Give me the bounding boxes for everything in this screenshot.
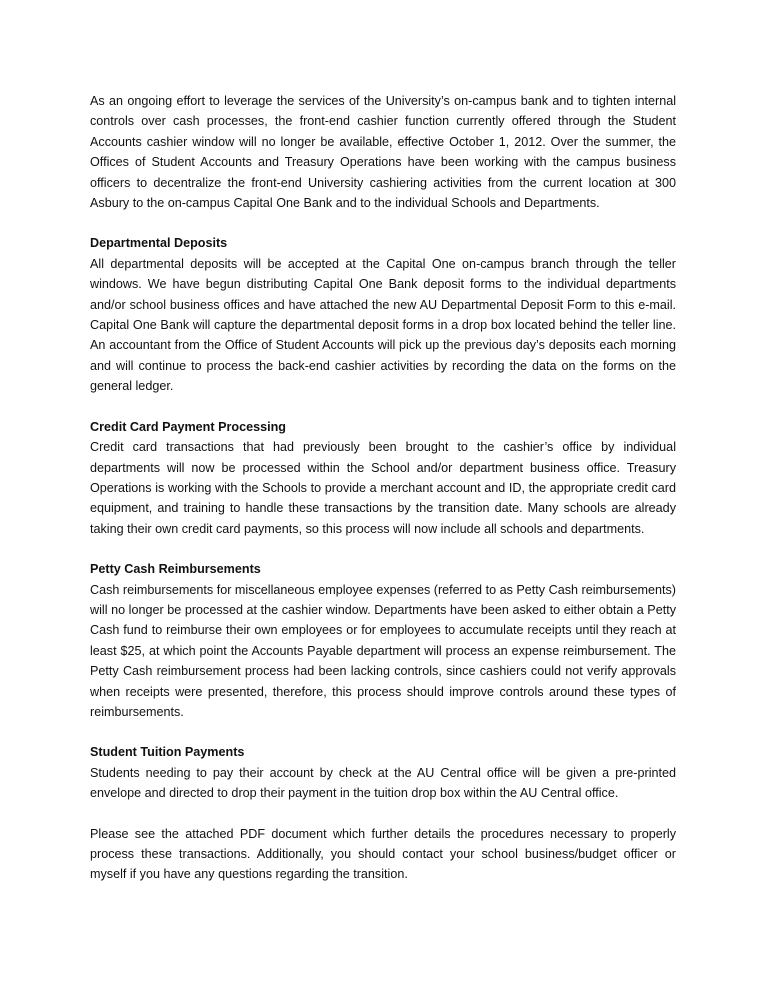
section-heading: Student Tuition Payments <box>90 745 245 760</box>
section-heading: Credit Card Payment Processing <box>90 419 286 434</box>
section-body: Credit card transactions that had previously been brought to the cashier’s office by individual departments will now be processed within the School and/or department business office. Treasury Operations is working with the Schools to provide a merchant account and ID, the appropriate credit card equipment, and training to handle these transactions by the transition date. Many schools are already taking their own credit card payments, so this process will now include all schools and departments. <box>90 440 676 536</box>
section-heading: Petty Cash Reimbursements <box>90 562 261 577</box>
section-credit-card-payment-processing <box>90 417 676 539</box>
closing-paragraph: Please see the attached PDF document which further details the procedures necessary to properly process these transactions. Additionally, you should contact your school business/budget officer or myself if you have any questions regarding the transition. <box>90 826 676 882</box>
section-departmental-deposits <box>90 233 676 396</box>
memo-document <box>90 91 676 905</box>
section-student-tuition-payments <box>90 742 676 803</box>
section-body: All departmental deposits will be accepted at the Capital One on-campus branch through the teller windows. We have begun distributing Capital One Bank deposit forms to the individual departments and/or school business offices and have attached the new AU Departmental Deposit Form to this e-mail. Capital One Bank will capture the departmental deposit forms in a drop box located behind the teller line. An accountant from the Office of Student Accounts will pick up the previous day’s deposits each morning and will continue to process the back-end cashier activities by recording the data on the forms on the general ledger. <box>90 256 676 394</box>
section-petty-cash-reimbursements <box>90 559 676 722</box>
section-body: Students needing to pay their account by check at the AU Central office will be given a pre-printed envelope and directed to drop their payment in the tuition drop box within the AU Central office. <box>90 765 676 801</box>
intro-paragraph: As an ongoing effort to leverage the services of the University’s on-campus bank and to tighten internal controls over cash processes, the front-end cashier function currently offered through the Student Accounts cashier window will no longer be available, effective October 1, 2012. Over the summer, the Offices of Student Accounts and Treasury Operations have been working with the campus business officers to decentralize the front-end University cashiering activities from the current location at 300 Asbury to the on-campus Capital One Bank and to the individual Schools and Departments. <box>90 94 676 211</box>
section-heading: Departmental Deposits <box>90 236 228 251</box>
section-body: Cash reimbursements for miscellaneous employee expenses (referred to as Petty Cash reimbursements) will no longer be processed at the cashier window. Departments have been asked to either obtain a Petty Cash fund to reimburse their own employees or for employees to accumulate receipts until they reach at least $25, at which point the Accounts Payable department will process an expense reimbursement. The Petty Cash reimbursement process had been lacking controls, since cashiers could not verify approvals when receipts were presented, therefore, this process should improve controls around these types of reimbursements. <box>90 582 676 719</box>
